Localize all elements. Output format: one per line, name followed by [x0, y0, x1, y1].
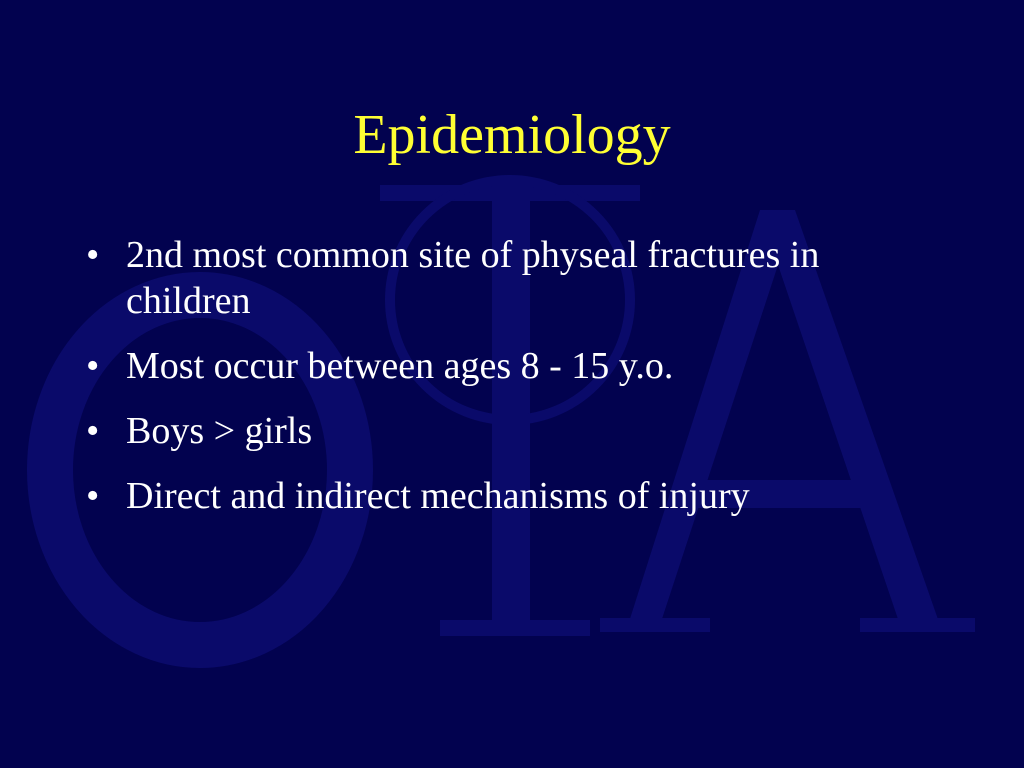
list-item — [84, 232, 944, 324]
bullet-text: 2nd most common site of physeal fractures in children — [126, 234, 820, 322]
bullet-icon: • — [86, 234, 100, 276]
bullet-text: Boys > girls — [126, 410, 313, 452]
bullet-icon: • — [86, 345, 100, 387]
bullet-icon: • — [86, 410, 100, 452]
slide-title: Epidemiology — [353, 104, 671, 166]
bullet-text: Most occur between ages 8 - 15 y.o. — [126, 345, 674, 387]
list-item — [84, 343, 944, 389]
list-item — [84, 473, 944, 519]
bullet-icon: • — [86, 475, 100, 517]
bullet-text: Direct and indirect mechanisms of injury — [126, 475, 750, 517]
bullet-list — [84, 232, 944, 538]
list-item — [84, 408, 944, 454]
